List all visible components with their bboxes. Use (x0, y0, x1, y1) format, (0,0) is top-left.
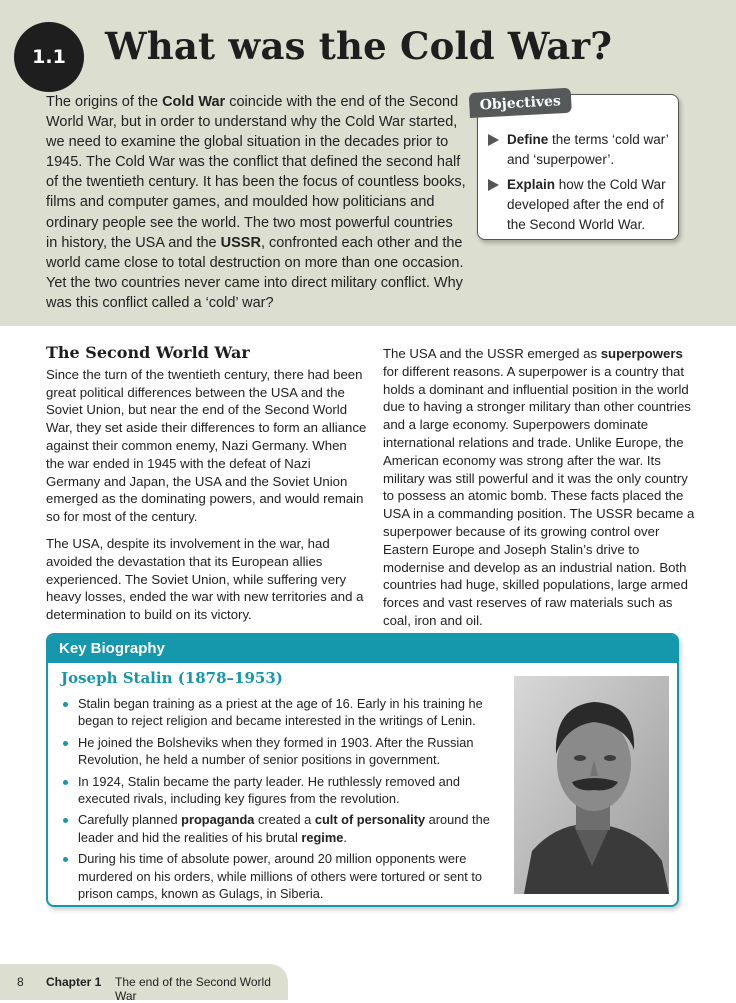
term-propaganda: propaganda (181, 812, 255, 828)
bullet-dot-icon (63, 702, 68, 707)
superpowers-lead: The USA and the USSR emerged as (383, 346, 601, 361)
bullet-text-part: . (343, 829, 347, 845)
bullet-dot-icon (63, 818, 68, 823)
intro-term-cold-war: Cold War (162, 94, 226, 110)
body-paragraph (383, 345, 695, 630)
triangle-bullet-icon (488, 134, 499, 146)
page-title: What was the Cold War? (105, 24, 613, 68)
biography-bullet (61, 773, 506, 808)
biography-bullet-text: He joined the Bolsheviks when they formed in 1903. After the Russian Revolution, he held a number of senior positions in government. (78, 734, 474, 768)
objective-item (488, 130, 673, 170)
objective-text: the terms ‘cold war’ and ‘superpower’. (507, 132, 669, 167)
footer-tab (0, 964, 288, 1003)
term-cult-of-personality: cult of personality (314, 812, 426, 828)
biography-bullet-text: In 1924, Stalin became the party leader. He ruthlessly removed and executed rivals, including key figures from the revolution. (78, 773, 460, 807)
bullet-text-part: around the leader and hid the realities of his brutal (78, 812, 490, 845)
page-number: 8 (17, 975, 24, 989)
objective-item (488, 175, 673, 235)
body-paragraph: The USA, despite its involvement in the war, had avoided the devastation that its European allies experienced. The Soviet Union, while suffering very heavy losses, ended the war with new territories and a determination to build on its victory. (46, 535, 364, 623)
footer-chapter: Chapter 1 (46, 975, 102, 989)
section-number-badge: 1.1 (14, 22, 84, 92)
objective-text: how the Cold War developed after the end of the Second World War. (507, 177, 666, 232)
intro-text-3: , confronted each other and the world came close to total destruction on more than one occasion. Yet the two countries never came into direct military conflict. Why was this conflict called a ‘cold’ war? (46, 234, 464, 311)
footer-chapter-title: The end of the Second World War (115, 975, 271, 1003)
biography-bullet-text: Stalin began training as a priest at the age of 16. Early in his training he began to reject religion and became interested in the writings of Lenin. (78, 696, 483, 729)
stalin-portrait-image (514, 676, 669, 894)
bullet-text-part: Carefully planned (78, 812, 182, 828)
key-biography-box (46, 633, 679, 907)
biography-bullet-text: During his time of absolute power, around 20 million opponents were murdered on his orders, while millions of others were tortured or sent to prison camps, known as Gulags, in Siberia. (78, 851, 482, 902)
biography-bullet (61, 734, 506, 769)
superpowers-text: for different reasons. A superpower is a country that holds a dominant and influential position in the world due to having a stronger military than other countries and a large economy. Superpowers dominate international relations and trade. Unlike Europe, the American economy was strong after the war. Its military was still powerful and it was the only country to possess an atomic bomb. These facts placed the USA in a commanding position. The USSR became a superpower because of its growing control over Eastern Europe and Joseph Stalin’s drive to modernise and develop as an industrial nation. Both countries had huge, skilled populations, large armed forces and vast reserves of raw materials such as coal, iron and oil. (383, 363, 695, 628)
biography-bullet (61, 811, 506, 846)
bullet-text-part: created a (254, 812, 315, 828)
biography-name: Joseph Stalin (1878–1953) (61, 669, 283, 687)
bullet-dot-icon (63, 780, 68, 785)
biography-list (61, 695, 506, 906)
right-column (383, 345, 695, 639)
term-superpowers: superpowers (600, 346, 683, 361)
bullet-dot-icon (63, 857, 68, 862)
biography-bullet (61, 850, 506, 902)
triangle-bullet-icon (488, 179, 499, 191)
objective-verb: Define (507, 132, 549, 147)
term-regime: regime (301, 829, 344, 845)
intro-text-1: The origins of the (46, 94, 163, 110)
intro-text-2: coincide with the end of the Second World War, but in order to understand why the Cold War started, we need to examine the global situation in the decades prior to 1945. The Cold War was the conflict that defined the second half of the twentieth century. It has been the focus of countless books, films and computer games, and moulded how politicians and ordinary people see the world. The two most powerful countries in history, the USA and the (46, 94, 466, 251)
left-column (46, 344, 368, 633)
intro-term-ussr: USSR (220, 234, 261, 251)
section-heading: The Second World War (46, 343, 250, 362)
objective-verb: Explain (507, 177, 556, 192)
key-biography-header: Key Biography (48, 635, 677, 663)
intro-paragraph (46, 92, 466, 313)
biography-bullet (61, 695, 506, 730)
body-paragraph: Since the turn of the twentieth century, there had been great political differences between the USA and the Soviet Union, but near the end of the Second World War, they set aside their differences to form an alliance against their common enemy, Nazi Germany. When the war ended in 1945 with the defeat of Nazi Germany and Japan, the USA and the Soviet Union emerged as the dominating powers, and would remain so for most of the century. (46, 366, 367, 525)
bullet-dot-icon (63, 741, 68, 746)
objectives-list (488, 130, 673, 240)
objectives-label: Objectives (469, 88, 572, 118)
